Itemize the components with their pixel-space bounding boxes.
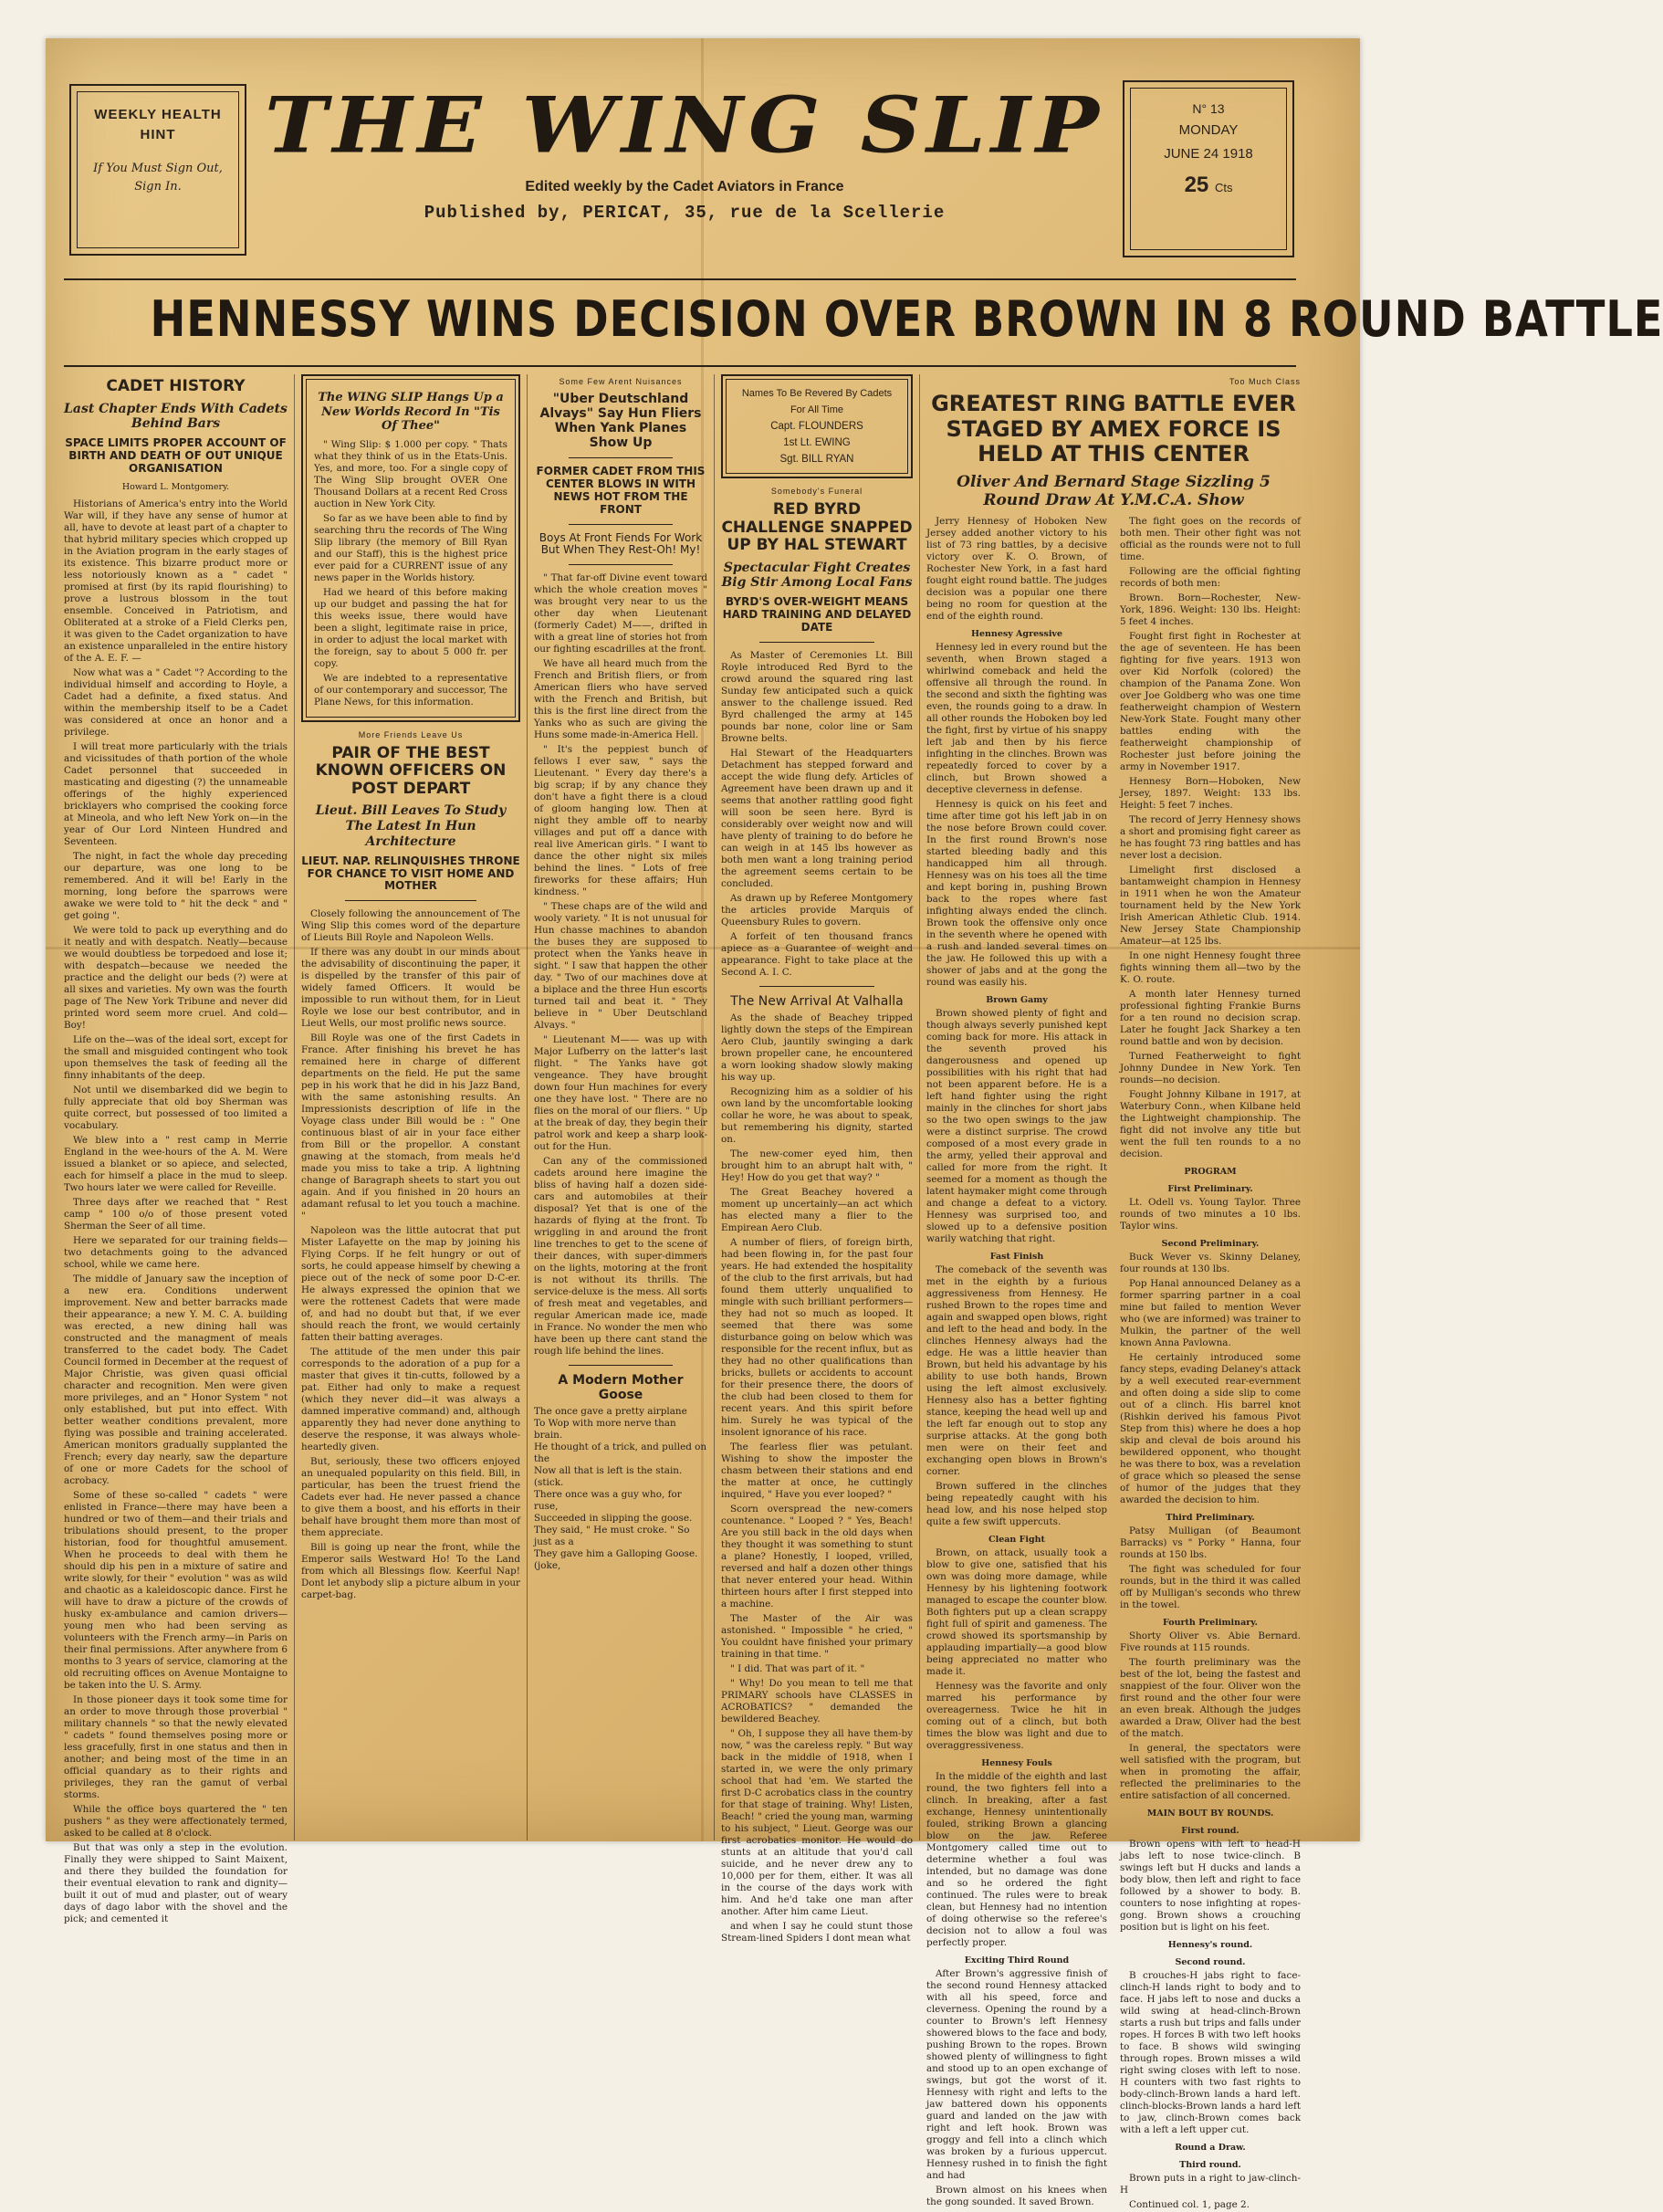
poem-body bbox=[534, 1406, 707, 1572]
paragraph: A forfeit of ten thousand francs apiece as a Guarantee of weight and appearance. Fight to take place at the Second A. I. C. bbox=[721, 930, 913, 978]
paragraph: The fourth preliminary was the best of the lot, being the fastest and snappiest of the four. Oliver won the first round and the other four were an even break. Although the judges awarded a Draw, Oliver had the best of the match. bbox=[1120, 1656, 1301, 1739]
poem-headline: A Modern Mother Goose bbox=[558, 1373, 684, 1403]
paragraph: In those pioneer days it took some time for an order to move through those proverbial " military channels " so that the newly elevated " cadets " found themselves posing more or less gracefully, first in one status and then in another; and being most of the time in an official quandary as to their rights and privileges, they ran the gamut of verbal storms. bbox=[64, 1693, 288, 1800]
column-red-byrd bbox=[721, 374, 913, 1944]
paragraph: Fought first fight in Rochester at the age of seventeen. He has been fighting for five years. 1913 won over Kid Norfolk (colored) the champion of the Panama Zone. Won over Joe Goldberg who was one time featherweight champion of Western New-York State. Fought many other battles ending with the featherweight championship of Rochester just before joining the army in November 1917. bbox=[1120, 630, 1301, 772]
column-separator bbox=[527, 374, 528, 1840]
paragraph: " I did. That was part of it. " bbox=[730, 1662, 865, 1674]
article-subhead-2: Boys At Front Fiends For Work But When They Rest-Oh! My! bbox=[539, 530, 703, 557]
section-subhead: Hennesy Agressive bbox=[971, 628, 1062, 639]
paragraph: Can any of the commissioned cadets around here imagine the bliss of having half a dozen side-cars and automobiles at their disposal? Yet that is one of the hazards of flying at the front. To wriggling in and around the front line trenches to get to the scene of their dances, with super-dimmers on the lights, motoring at the front is not without its thrills. The service-deluxe is the mess. All sorts of fresh meat and vegetables, and regular American made ice, made in France. No wonder the men who have been up there cant stand the rough life behind the lines. bbox=[534, 1156, 707, 1358]
article-deck: Last Chapter Ends With Cadets Behind Bars bbox=[64, 401, 288, 432]
paragraph: The new-comer eyed him, then brought him to an abrupt halt with, " Hey! How do you get that way? " bbox=[721, 1148, 913, 1183]
paragraph: We were told to pack up everything and do it neatly and with despatch. Neatly—because we would doubtless be torpedoed and lose it; with despatch—because we needed the practice and the delight our beds (?) were at all sixes and varieties. My own was the fourth page of The New York Tribune and never did printed word seem more cruel. And cold—Boy! bbox=[64, 924, 288, 1031]
column-wing-slip-record bbox=[301, 374, 520, 1840]
record-box bbox=[301, 374, 520, 722]
paragraph: As the shade of Beachey tripped lightly down the steps of the Empirean Aero Club, jauntily swinging a dark brown propeller cane, he encountered a worn looking shadow slowly making his way up. bbox=[721, 1012, 913, 1083]
section-subhead: Third round. bbox=[1179, 2159, 1241, 2170]
section-subhead: Round a Draw. bbox=[1175, 2142, 1246, 2153]
masthead-rule bbox=[64, 278, 1296, 280]
divider bbox=[759, 642, 874, 643]
paragraph: While the office boys quartered the " ten pushers " as they were affectionately termed, asked to be called at 8 o'clock. bbox=[64, 1803, 288, 1839]
article-subhead: BYRD'S OVER-WEIGHT MEANS HARD TRAINING AND DELAYED DATE bbox=[722, 595, 912, 634]
article-byline: Howard L. Montgomery. bbox=[121, 481, 230, 492]
newspaper-title: THE WING SLIP bbox=[265, 79, 1104, 171]
paragraph: Some of these so-called " cadets " were enlisted in France—there may have been a hundred or two of them—and their trials and tribulations should present, to the proper historian, food for thoughtful amusement. When he proceeds to deal with them he should dip his pen in a mixture of satire and write slowly, for their " evolution " was as wild and chaotic as a kaleidoscopic dance. First he will have to draw a picture of the crowds of husky ex-ambulance and camion drivers—young men who had been serving as volunteers with the French army—in Paris on their final permissions. After anywhere from 6 months to 3 years of service, clamoring at the old recruiting offices on Avenue Montaigne to be taken into the U. S. Army. bbox=[64, 1489, 288, 1691]
article-headline: PAIR OF THE BEST KNOWN OFFICERS ON POST DEPART bbox=[315, 743, 507, 798]
article-body bbox=[301, 908, 520, 1601]
section-subhead: Hennesy Fouls bbox=[981, 1757, 1052, 1768]
section-subhead: Second round. bbox=[1175, 1956, 1246, 1967]
paragraph: In general, the spectators were well satisfied with the program, but when in promoting the affair, reflected the preliminaries to the entire satisfaction of all concerned. bbox=[1120, 1742, 1301, 1801]
paragraph: The fearless flier was petulant. Wishing to show the imposter the chasm between their stations and end the matter at once, he cuttingly inquired, " Have you ever looped? " bbox=[721, 1441, 913, 1500]
paragraph: Here we separated for our training fields—two detachments going to the advanced school, while we came here. bbox=[64, 1234, 288, 1270]
record-box-headline: The WING SLIP Hangs Up a New Worlds Record In "Tis Of Thee" bbox=[318, 391, 504, 434]
paragraph: Jerry Hennesy of Hoboken New Jersey added another victory to his list of 73 ring battles, by a decisive victory over K. O. Brown, of Rochester New York, in a fast hard fought eight round battle. The judges decision was a popular one there being no room for question at the end of the eighth round. bbox=[926, 515, 1107, 622]
valhalla-body bbox=[721, 1012, 913, 1945]
divider bbox=[345, 900, 476, 901]
paragraph: We blew into a " rest camp in Merrie England in the wee-hours of the A. M. Were issued a blanket or so apiece, and selected, each for himself a place in the mud to sleep. Two hours later we were called for Reveille. bbox=[64, 1134, 288, 1193]
poem-line: They gave him a Galloping Goose. (joke, bbox=[534, 1548, 698, 1572]
health-hint-text: If You Must Sign Out, Sign In. bbox=[93, 162, 223, 194]
paragraph: Now what was a " Cadet "? According to the individual himself and according to Hoyle, a Cadet had a definite, a fixed status. And within the membership itself to be a Cadet was considered at once an honor and a privilege. bbox=[64, 666, 288, 738]
article-headline: RED BYRD CHALLENGE SNAPPED UP BY HAL STEWART bbox=[721, 500, 913, 555]
price-unit: Cts bbox=[1214, 181, 1233, 194]
paragraph: But, seriously, these two officers enjoyed an unequaled popularity on this field. Bill, in particular, has been the truest friend the Cadets ever had. He never passed a chance to give them a boost, and his efforts in their behalf have brought them more than most of them appreciate. bbox=[301, 1456, 520, 1539]
paragraph: So far as we have been able to find by searching thru the records of The Wing Slip library (the memory of Bill Ryan and our Staff), this is the highest price ever paid for a CURRENT issue of any news paper in the Worlds history. bbox=[314, 512, 507, 583]
divider bbox=[569, 524, 673, 525]
paragraph: The comeback of the seventh was met in the eighth by a furious aggressiveness from Hennesy. He rushed Brown to the ropes time and again and swapped open blows, right and left to the head and body. In the clinches Hennesy always had the edge. He was a little heavier than Brown, but held his advantage by his ability to use both hands, Brown using the left almost exclusively. Hennesy also has a better fighting stance, keeping the head well up and the left far enough out to stop any surprise attacks. At the gong both men were on their feet and exchanging open blows in Brown's corner. bbox=[926, 1263, 1107, 1477]
article-kicker: Too Much Class bbox=[1229, 377, 1301, 386]
paragraph: Scorn overspread the new-comers countenance. " Looped ? " Yes, Beach! Are you still back in the old days when they thought it was something to stunt a plane? Honestly, I looped, vrilled, reversed and half a dozen other things that never entered your head. Within thirteen hours after I first stepped into a machine. bbox=[721, 1503, 913, 1609]
article-body bbox=[534, 572, 707, 1358]
poem-line: Succeeded in slipping the goose. bbox=[534, 1513, 693, 1525]
paragraph: In one night Hennesy fought three fights winning them all—two by the K. O. route. bbox=[1120, 949, 1301, 985]
paragraph: We have all heard much from the French and British fliers, or from American fliers who have served with the French and British, but this is the first line direct from the Yanks who as such are giving the Huns some made-in-America Hell. bbox=[534, 658, 707, 741]
paragraph: We are indebted to a representative of our contemporary and successor, The Plane News, for this information. bbox=[314, 672, 507, 708]
issue-date: JUNE 24 1918 bbox=[1164, 146, 1253, 162]
article-body bbox=[64, 498, 288, 1925]
paragraph: Brown showed plenty of fight and though always severly punished kept coming back for more. His attack in the seventh proved his dangerousness and opened up possibilities with his right that had not been apparent before. He is a left hand fighter using the right mainly in the clinches for short jabs so the two open swings to the jaw were a distinct surprise. The crowd composed of a most every grade in the army, yelled their approval and called for more from the right. It seemed for a moment as though the latent haymaker might come through and change a defeat to a victory. Hennesy was surprised too, and slowed up to a defensive position warily watching that right. bbox=[926, 1007, 1107, 1244]
paragraph: Hennesy is quick on his feet and time after time got his left jab in on the nose before Brown could cover. In the first round Brown's nose started bleeding badly and this handicapped him all through. Hennesy was on his toes all the time and kept boring in, pushing Brown back to the ropes where fast infighting always ended the clinch. Brown took the offensive only once in the seventh where he opened with a rush and landed several times on the jaw. He followed this up with a shower of jabs and at the gong the round was easily his. bbox=[926, 798, 1107, 988]
issue-price bbox=[1138, 173, 1279, 198]
health-hint-box bbox=[69, 84, 246, 256]
paragraph: Three days after we reached that " Rest camp " 100 o/o of those present voted Sherman the Seer of all time. bbox=[64, 1196, 288, 1232]
main-headline: HENNESSY WINS DECISION OVER BROWN IN 8 ROUND BATTLE bbox=[150, 290, 1663, 348]
paragraph: A month later Hennesy turned professional fighting Frankie Burns for a ten round no decision scrap. Later he fought Jack Sharkey a ten round battle and won by decision. bbox=[1120, 988, 1301, 1047]
price-value: 25 bbox=[1184, 173, 1209, 197]
article-deck: Oliver And Bernard Stage Sizzling 5 Round Draw At Y.M.C.A. Show bbox=[957, 472, 1271, 510]
article-kicker: Somebody's Funeral bbox=[770, 487, 863, 496]
names-list bbox=[734, 418, 900, 467]
section-subhead: Exciting Third Round bbox=[964, 1955, 1070, 1966]
paragraph: Not until we disembarked did we begin to fully appreciate that old boy Sherman was quite correct, but possessed of too limited a vocabulary. bbox=[64, 1084, 288, 1131]
article-headline: CADET HISTORY bbox=[106, 377, 246, 395]
article-headline: "Uber Deutschland Alvays" Say Hun Fliers When Yank Planes Show Up bbox=[539, 392, 702, 451]
paragraph: B crouches-H jabs right to face-clinch-H lands right to body and to face. H jabs left to nose and ducks a wild swing at head-clinch-Brown starts a rush but trips and falls under ropes. H forces B with two left hooks to face. B shows wild swinging through ropes. Brown misses a wild right swing closes with left to nose. H counters with two fast rights to body-clinch-Brown lands a hard left. clinch-blocks-Brown lands a hard left to jaw, clinch-Brown comes back with a left a left upper cut. bbox=[1120, 1969, 1301, 2135]
column-separator bbox=[714, 374, 715, 1840]
paragraph: " Lieutenant M—— was up with Major Lufberry on the latter's last flight. " The Yanks have got vengeance. They have brought down four Hun machines for every one they have lost. " There are no flies on the moral of our fliers. " Up at the break of day, they begin their patrol work and keep a sharp look-out for the Hun. bbox=[534, 1034, 707, 1153]
paragraph: Bill is going up near the front, while the Emperor sails Westward Ho! To the Land from which all Blessings flow. Keerful Nap! Dont let anybody slip a picture album in your carpet-bag. bbox=[301, 1542, 520, 1601]
section-subhead: MAIN BOUT BY ROUNDS. bbox=[1146, 1808, 1274, 1819]
paragraph: He certainly introduced some fancy steps, evading Delaney's attack by a well executed rear-evernment and often doing a side slip to come out of a clinch. His barrel knot (Rishkin derived his famous Pivot Step from this) where he does a hop skip and cleval de bois around his bewildered opponent, who thought he was there to box, was a revelation of grace which so pleased the sense of humor of the judges that they awarded the decision to him. bbox=[1120, 1351, 1301, 1505]
paragraph: Shorty Oliver vs. Abie Bernard. Five rounds at 115 rounds. bbox=[1120, 1630, 1301, 1653]
valhalla-headline: The New Arrival At Valhalla bbox=[730, 993, 904, 1009]
section-subhead: Hennesy's round. bbox=[1167, 1939, 1253, 1950]
paragraph: Fought Johnny Kilbane in 1917, at Waterbury Conn., when Kilbane held the Lightweight championship. The fight did not involve any title but went the full ten rounds to a no decision. bbox=[1120, 1088, 1301, 1159]
paragraph: Brown. Born—Rochester, New-York, 1896. Weight: 130 lbs. Height: 5 feet 4 inches. bbox=[1120, 592, 1301, 627]
paragraph: As drawn up by Referee Montgomery the articles provide Marquis of Queensbury Rules to govern. bbox=[721, 892, 913, 928]
section-subhead: First Preliminary. bbox=[1167, 1183, 1253, 1194]
section-subhead: Fast Finish bbox=[989, 1251, 1044, 1262]
issue-number: N° 13 bbox=[1192, 101, 1225, 116]
section-subhead: Second Preliminary. bbox=[1161, 1238, 1260, 1249]
paragraph: If there was any doubt in our minds about the advisability of discontinuing the paper, it is dispelled by the transfer of this pair of widely famed Officers. It would be impossible to run without them, for in Lieut Royle we lose our best contributor, and in Lieut Wells, our most prolific news source. bbox=[301, 947, 520, 1030]
record-box-body bbox=[314, 439, 507, 708]
paragraph: Following are the official fighting records of both men: bbox=[1120, 565, 1301, 589]
paragraph: A number of fliers, of foreign birth, had been flowing in, for the past four years. He had extended the hospitality of the club to the first arrivals, but had found them utterly unqualified to mingle with such brilliant performers—they had not so much as looped. It seemed that there was some disturbance going on below which was responsible for the recent influx, but as they had no other qualifications than bricks, bullets or accidents to account for their presence there, the doors of the club had been closed to them for recent years. And this spirit before him. Surely he was typical of the insolent ignorance of his race. bbox=[721, 1236, 913, 1438]
paragraph: and when I say he could stunt those Stream-lined Spiders I dont mean what bbox=[721, 1920, 913, 1944]
column-ring-battle bbox=[926, 374, 1301, 2210]
health-hint-heading: WEEKLY HEALTH HINT bbox=[94, 107, 222, 142]
column-separator bbox=[919, 374, 920, 1840]
article-subhead: FORMER CADET FROM THIS CENTER BLOWS IN WITH NEWS HOT FROM THE FRONT bbox=[536, 465, 706, 516]
paragraph: The record of Jerry Hennesy shows a short and promising fight career as he has fought 73 ring battles and has never lost a decision. bbox=[1120, 813, 1301, 861]
poem-line: Now all that is left is the stain. (stick. bbox=[534, 1465, 683, 1489]
paragraph: Brown almost on his knees when the gong sounded. It saved Brown. bbox=[926, 2184, 1107, 2207]
paragraph: Bill Royle was one of the first Cadets in France. After finishing his brevet he has remained here in charge of different departments on the field. He put the same pep in his work that he did in his Jazz Band, with the same astonishing results. An Impressionists description of life in the Voyage class under Bill would be : " One continuous blast of air in your face either from Bill or the propellor. A constant gnawing at the stomach, from meals he'd made you miss to take a trip. A lightning change of Baragraph sheets to start you out again. And if you finished in 20 hours an adamant refusal to let you touch a machine. " bbox=[301, 1033, 520, 1222]
paragraph: Lt. Odell vs. Young Taylor. Three rounds of two minutes a 10 lbs. Taylor wins. bbox=[1120, 1196, 1301, 1232]
paragraph: Closely following the announcement of The Wing Slip this comes word of the departure of Lieuts Bill Royle and Napoleon Wells. bbox=[301, 908, 520, 944]
names-box bbox=[721, 374, 913, 478]
paragraph: After Brown's aggressive finish of the second round Hennesy attacked with all his speed, force and cleverness. Opening the round by a counter to Brown's left Hennesy showered blows to the face and body, pushing Brown to the ropes. Brown showed plenty of willingness to fight and stood up to an open exchange of swings, but got the worst of it. Hennesy with right and lefts to the jaw battered down his opponents guard and landed on the jaw with right and left hook. Brown was groggy and fell into a clinch which was broken by a furious uppercut. Hennesy rushed in to finish the fight and had bbox=[926, 1967, 1107, 2181]
article-kicker: More Friends Leave Us bbox=[358, 729, 464, 739]
paragraph: " It's the peppiest bunch of fellows I ever saw, " says the Lieutenant. " Every day there's a big scrap; if by any chance they don't have a fight there is a cloud of gloom hanging low. Then at night they amble off to nearby villages and put off a dance with real live American girls. " I want to dance the other night six miles behind the lines. " Lots of free fireworks for these affairs; Hun kindness. " bbox=[534, 744, 707, 898]
article-headline: GREATEST RING BATTLE EVER STAGED BY AMEX FORCE IS HELD AT THIS CENTER bbox=[931, 391, 1296, 467]
paragraph: Hennesy led in every round but the seventh, when Brown staged a whirlwind comeback and held the offensive all through the round. In the second and sixth the fighting was even, the rounds going to a draw. In all other rounds the Hoboken boy led the fight, first by virtue of his snappy left jab and then by his fierce infighting in the clinches. Brown was repeatedly forced to cover by a clinch, but Brown showed a deceptive cleverness in defense. bbox=[926, 641, 1107, 795]
article-kicker: Some Few Arent Nuisances bbox=[559, 377, 683, 386]
paragraph: Limelight first disclosed a bantamweight champion in Hennesy in 1911 when he won the Amateur tournament held by the New York Irish American Athletic Club. 1914. New Jersey State Championship Amateur—at 125 lbs. bbox=[1120, 864, 1301, 947]
newspaper-subtitle: Edited weekly by the Cadet Aviators in France bbox=[525, 179, 844, 194]
paragraph: Continued col. 1, page 2. bbox=[1129, 2198, 1250, 2210]
poem-line: They said, " He must croke. " So just as a bbox=[534, 1525, 690, 1548]
paragraph: Had we heard of this before making up our budget and passing the hat for this weeks issue, there would have been a slight, legitimate raise in price, in order to adjust the local market with the foreign, say to about 5 000 fr. per copy. bbox=[314, 586, 507, 669]
paragraph: Patsy Mulligan (of Beaumont Barracks) vs " Porky " Hanna, four rounds at 150 lbs. bbox=[1120, 1525, 1301, 1560]
paragraph: Brown, on attack, usually took a blow to give one, satisfied that his own was doing more damage, while Hennesy by his lightening footwork managed to escape the counter blow. Both fighters put up a clean scrappy fight full of spirit and gameness. The crowd showed its sportsmanship by applauding impartially—a good blow being appreciated no matter who made it. bbox=[926, 1546, 1107, 1677]
paragraph: " That far-off Divine event toward which the whole creation moves " was brought very near to us the other day when Lieutenant (formerly Cadet) M——, drifted in with a great line of stories hot from our fighting escadrilles at the front. bbox=[534, 572, 707, 655]
column-separator bbox=[294, 374, 295, 1840]
honored-name: 1st Lt. EWING bbox=[783, 437, 851, 448]
paragraph: Historians of America's entry into the World War will, if they have any sense of humor at all, have to devote at least part of a chapter to that hybrid military species which cropped up in the Aviation program in the early stages of its existence. This bizarre product more or less notoriously known as a " cadet " promised at first (by its rapid flourishing) to prove a lustrous blossom in the tout ensemble. Conceived in Patriotism, and Obliterated at a stroke of a Field Clerks pen, it was given to the Cadet organization to have an existence unparalleled in the entire history of the A. E. F. — bbox=[64, 498, 288, 664]
article-body bbox=[721, 650, 913, 979]
paragraph: But that was only a step in the evolution. Finally they were shipped to Saint Maixent, and there they builded the foundation for their eventual elevation to rank and dignity—built it out of mud and plaster, out of weary days of dago labor with the shovel and the pick; and cemented it bbox=[64, 1841, 288, 1924]
section-subhead: First round. bbox=[1181, 1825, 1239, 1836]
poem-line: The once gave a pretty airplane bbox=[534, 1406, 687, 1418]
paragraph: In the middle of the eighth and last round, the two fighters fell into a clinch. In breaking, after a fast exchange, Hennesy unintentionally fouled, striking Brown a glancing blow on the jaw. Referee Montgomery called time out to determine whether a foul was intended, but no damage was done and so he ordered the fight continued. The rules were to break clean, but Hennesy had no intention of doing otherwise so the referee's decision not to allow a foul was perfectly proper. bbox=[926, 1770, 1107, 1948]
paragraph: I will treat more particularly with the trials and vicissitudes of thath portion of the whole Cadet personnel that succeeded in masticating and digesting (?) the unnameable offerings of the highly experienced bricklayers who comprised the cooking force at Mineola, and who left New York on—in the year of Our Lord Ninteen Hundred and Seventeen. bbox=[64, 740, 288, 847]
divider bbox=[569, 1365, 673, 1366]
paragraph: The night, in fact the whole day preceding our departure, was one long to be remembered. And it will be! Early in the morning, long before the sparrows were awake we were told to " hit the deck " and " get going ". bbox=[64, 850, 288, 921]
column-cadet-history bbox=[64, 374, 288, 1924]
issue-info-box bbox=[1123, 80, 1294, 257]
paragraph: " These chaps are of the wild and wooly variety. " It is not unusual for Hun chasse machines to abandon the buses they are supposed to protect when the Yanks heave in sight. " I saw that happen the other day. " Two of our machines dove at a biplace and the three Hun escorts turned tail and beat it. " They believe in " Uber Deutschland Alvays. " bbox=[534, 901, 707, 1032]
paragraph: The fight was scheduled for four rounds, but in the third it was called off by Mulligan's seconds who threw in the towel. bbox=[1120, 1563, 1301, 1610]
section-subhead: Clean Fight bbox=[988, 1534, 1045, 1545]
divider bbox=[569, 457, 673, 458]
paragraph: The Great Beachey hovered a moment up uncertainly—an act which has elected many a flier to the Empirean Aero Club. bbox=[721, 1186, 913, 1233]
paragraph: Brown puts in a right to jaw-clinch-H bbox=[1120, 2172, 1301, 2196]
paragraph: Brown suffered in the clinches being repeatedly caught with his head low, and his nose helped stop quite a few swift uppercuts. bbox=[926, 1480, 1107, 1527]
paragraph: Hal Stewart of the Headquarters Detachment has stepped forward and accept the wide flung defy. Articles of Agreement have been drawn up and it seems that another rattling good fight will soon be seen here. Byrd is considerably over weight now and will have plenty of training to do before he can weigh in at 145 lbs however as both men want a long training period the agreement seems certain to be concluded. bbox=[721, 747, 913, 889]
paragraph: Hennesy was the favorite and only marred his performance by overeagerness. Twice he hit in coming out of a clinch, but both times the blow was light and due to overaggressiveness. bbox=[926, 1680, 1107, 1751]
poem-line: There once was a guy who, for ruse, bbox=[534, 1489, 682, 1513]
poem-line: To Wop with more nerve than brain. bbox=[534, 1418, 676, 1441]
publisher-line: Published by, PERICAT, 35, rue de la Scellerie bbox=[424, 203, 946, 223]
issue-day: MONDAY bbox=[1178, 122, 1239, 138]
paragraph: Turned Featherweight to fight Johnny Dundee in New York. Ten rounds—no decision. bbox=[1120, 1050, 1301, 1085]
paragraph: Napoleon was the little autocrat that put Mister Lafayette on the map by joining his Flying Corps. If he felt hungry or out of sorts, he could appease himself by chewing a piece out of the neck of some poor D-C-er. He always expressed the opinion that we were the rottenest Cadets that were made of, and had no doubt but that, if we ever should reach the front, we would certainly fatten their batting averages. bbox=[301, 1225, 520, 1344]
divider bbox=[759, 986, 874, 987]
paragraph: Life on the—was of the ideal sort, except for the small and misguided contingent who took upon themselves the task of feeding all the finny inhabitants of the deep. bbox=[64, 1033, 288, 1081]
paragraph: The middle of January saw the inception of a new era. Conditions underwent improvement. New and better barracks made their appearance; a new Y. M. C. A. building was erected, a new dining hall was constructed and the managment of meals transferred to the cadet body. The Cadet Council formed in December at the request of Major Christie, was given quasi official character and recognition. Men were given more privileges, and an " Honor System " not only established, but put into effect. With better weather conditions prevalent, more flying was possible and training accelerated. American monitors gradually supplanted the French; every day nearly, saw the departure of one or more Cadets for the school of acrobacy. bbox=[64, 1273, 288, 1486]
article-subhead: LIEUT. NAP. RELINQUISHES THRONE FOR CHANCE TO VISIT HOME AND MOTHER bbox=[301, 854, 520, 893]
paragraph: " Oh, I suppose they all have them-by now, " was the careless reply. " But way back in the middle of 1918, when I started in, we were the only primary school that had 'em. We started the first D-C acrobatics class in the country for that stage of training. Why! Listen, Beach! " cried the young man, warming to his subject, " Lieut. George was our first acrobatics monitor. He would do stunts at an altitude that you'd call suicide, and he never drew any to 10,000 per for them, either. It was all in the course of the days work with him. And he'd take one man after another. After him came Lieut. bbox=[721, 1727, 913, 1917]
paragraph: As Master of Ceremonies Lt. Bill Royle introduced Red Byrd to the crowd around the squared ring last Sunday few anticipated such a quick answer to the challenge issued. Red Byrd challenged the army at 145 pounds bar none, color line or Sam Browne belts. bbox=[721, 649, 913, 744]
article-body bbox=[926, 516, 1301, 2212]
headline-rule bbox=[64, 365, 1296, 367]
section-subhead: Third Preliminary. bbox=[1166, 1512, 1255, 1523]
paragraph: The attitude of the men under this pair corresponds to the adoration of a pup for a master that gives it tin-cutts, followed by a pat. Either had only to make a request (which they never did—it was always a damned imperative command) and, although apparently they had never done anything to deserve the response, it was always whole-heartedly given. bbox=[301, 1347, 520, 1453]
honored-name: Sgt. BILL RYAN bbox=[779, 454, 854, 465]
paragraph: Pop Hanal announced Delaney as a former sparring partner in a coal mine but failed to mention Wever who (we are informed) was trainer to Mulkin, the partner of the well known Anna Pavlowna. bbox=[1120, 1277, 1301, 1348]
paragraph: Recognizing him as a soldier of his own land by the uncomfortable looking collar he wore, he was about to speak, but remembering his dignity, started on. bbox=[721, 1085, 913, 1145]
article-subhead: SPACE LIMITS PROPER ACCOUNT OF BIRTH AND DEATH OF OUT UNIQUE ORGANISATION bbox=[65, 436, 287, 475]
paragraph: Hennesy Born—Hoboken, New Jersey, 1897. Weight: 133 lbs. Height: 5 feet 7 inches. bbox=[1120, 775, 1301, 811]
article-deck: Spectacular Fight Creates Big Stir Among Local Fans bbox=[721, 560, 913, 591]
article-deck: Lieut. Bill Leaves To Study The Latest In Hun Architecture bbox=[315, 803, 507, 850]
poem-line: He thought of a trick, and pulled on the bbox=[534, 1441, 707, 1465]
paragraph: Brown opens with left to head-H jabs left to nose twice-clinch. B swings left but H ducks and lands a body blow, then left and right to face followed by a shower to body. B. counters to nose infighting at ropes-gong. Brown shows a crouching position but is light on his feet. bbox=[1120, 1838, 1301, 1933]
section-subhead: Brown Gamy bbox=[986, 994, 1048, 1005]
paragraph: Buck Wever vs. Skinny Delaney, four rounds at 130 lbs. bbox=[1120, 1251, 1301, 1274]
column-uber-deutschland bbox=[534, 374, 707, 1840]
paragraph: The Master of the Air was astonished. " Impossible " he cried, " You couldnt have finished your primary training in that time. " bbox=[721, 1612, 913, 1660]
honored-name: Capt. FLOUNDERS bbox=[770, 421, 863, 432]
paragraph: " Why! Do you mean to tell me that PRIMARY schools have CLASSES in ACROBATICS? " demanded the bewildered Beachey. bbox=[721, 1677, 913, 1725]
paragraph: The fight goes on the records of both men. Their other fight was not official as the rounds were not to full time. bbox=[1120, 515, 1301, 562]
paragraph: " Wing Slip: $ 1.000 per copy. " Thats what they think of us in the Etats-Unis. Yes, and more, too. For a single copy of The Wing Slip brought OVER One Thousand Dollars at a recent Red Cross auction in New York City. bbox=[314, 438, 507, 509]
section-subhead: Fourth Preliminary. bbox=[1163, 1617, 1258, 1628]
divider bbox=[569, 564, 673, 565]
section-subhead: PROGRAM bbox=[1184, 1166, 1237, 1177]
names-box-heading: Names To Be Revered By Cadets For All Time bbox=[741, 388, 893, 415]
